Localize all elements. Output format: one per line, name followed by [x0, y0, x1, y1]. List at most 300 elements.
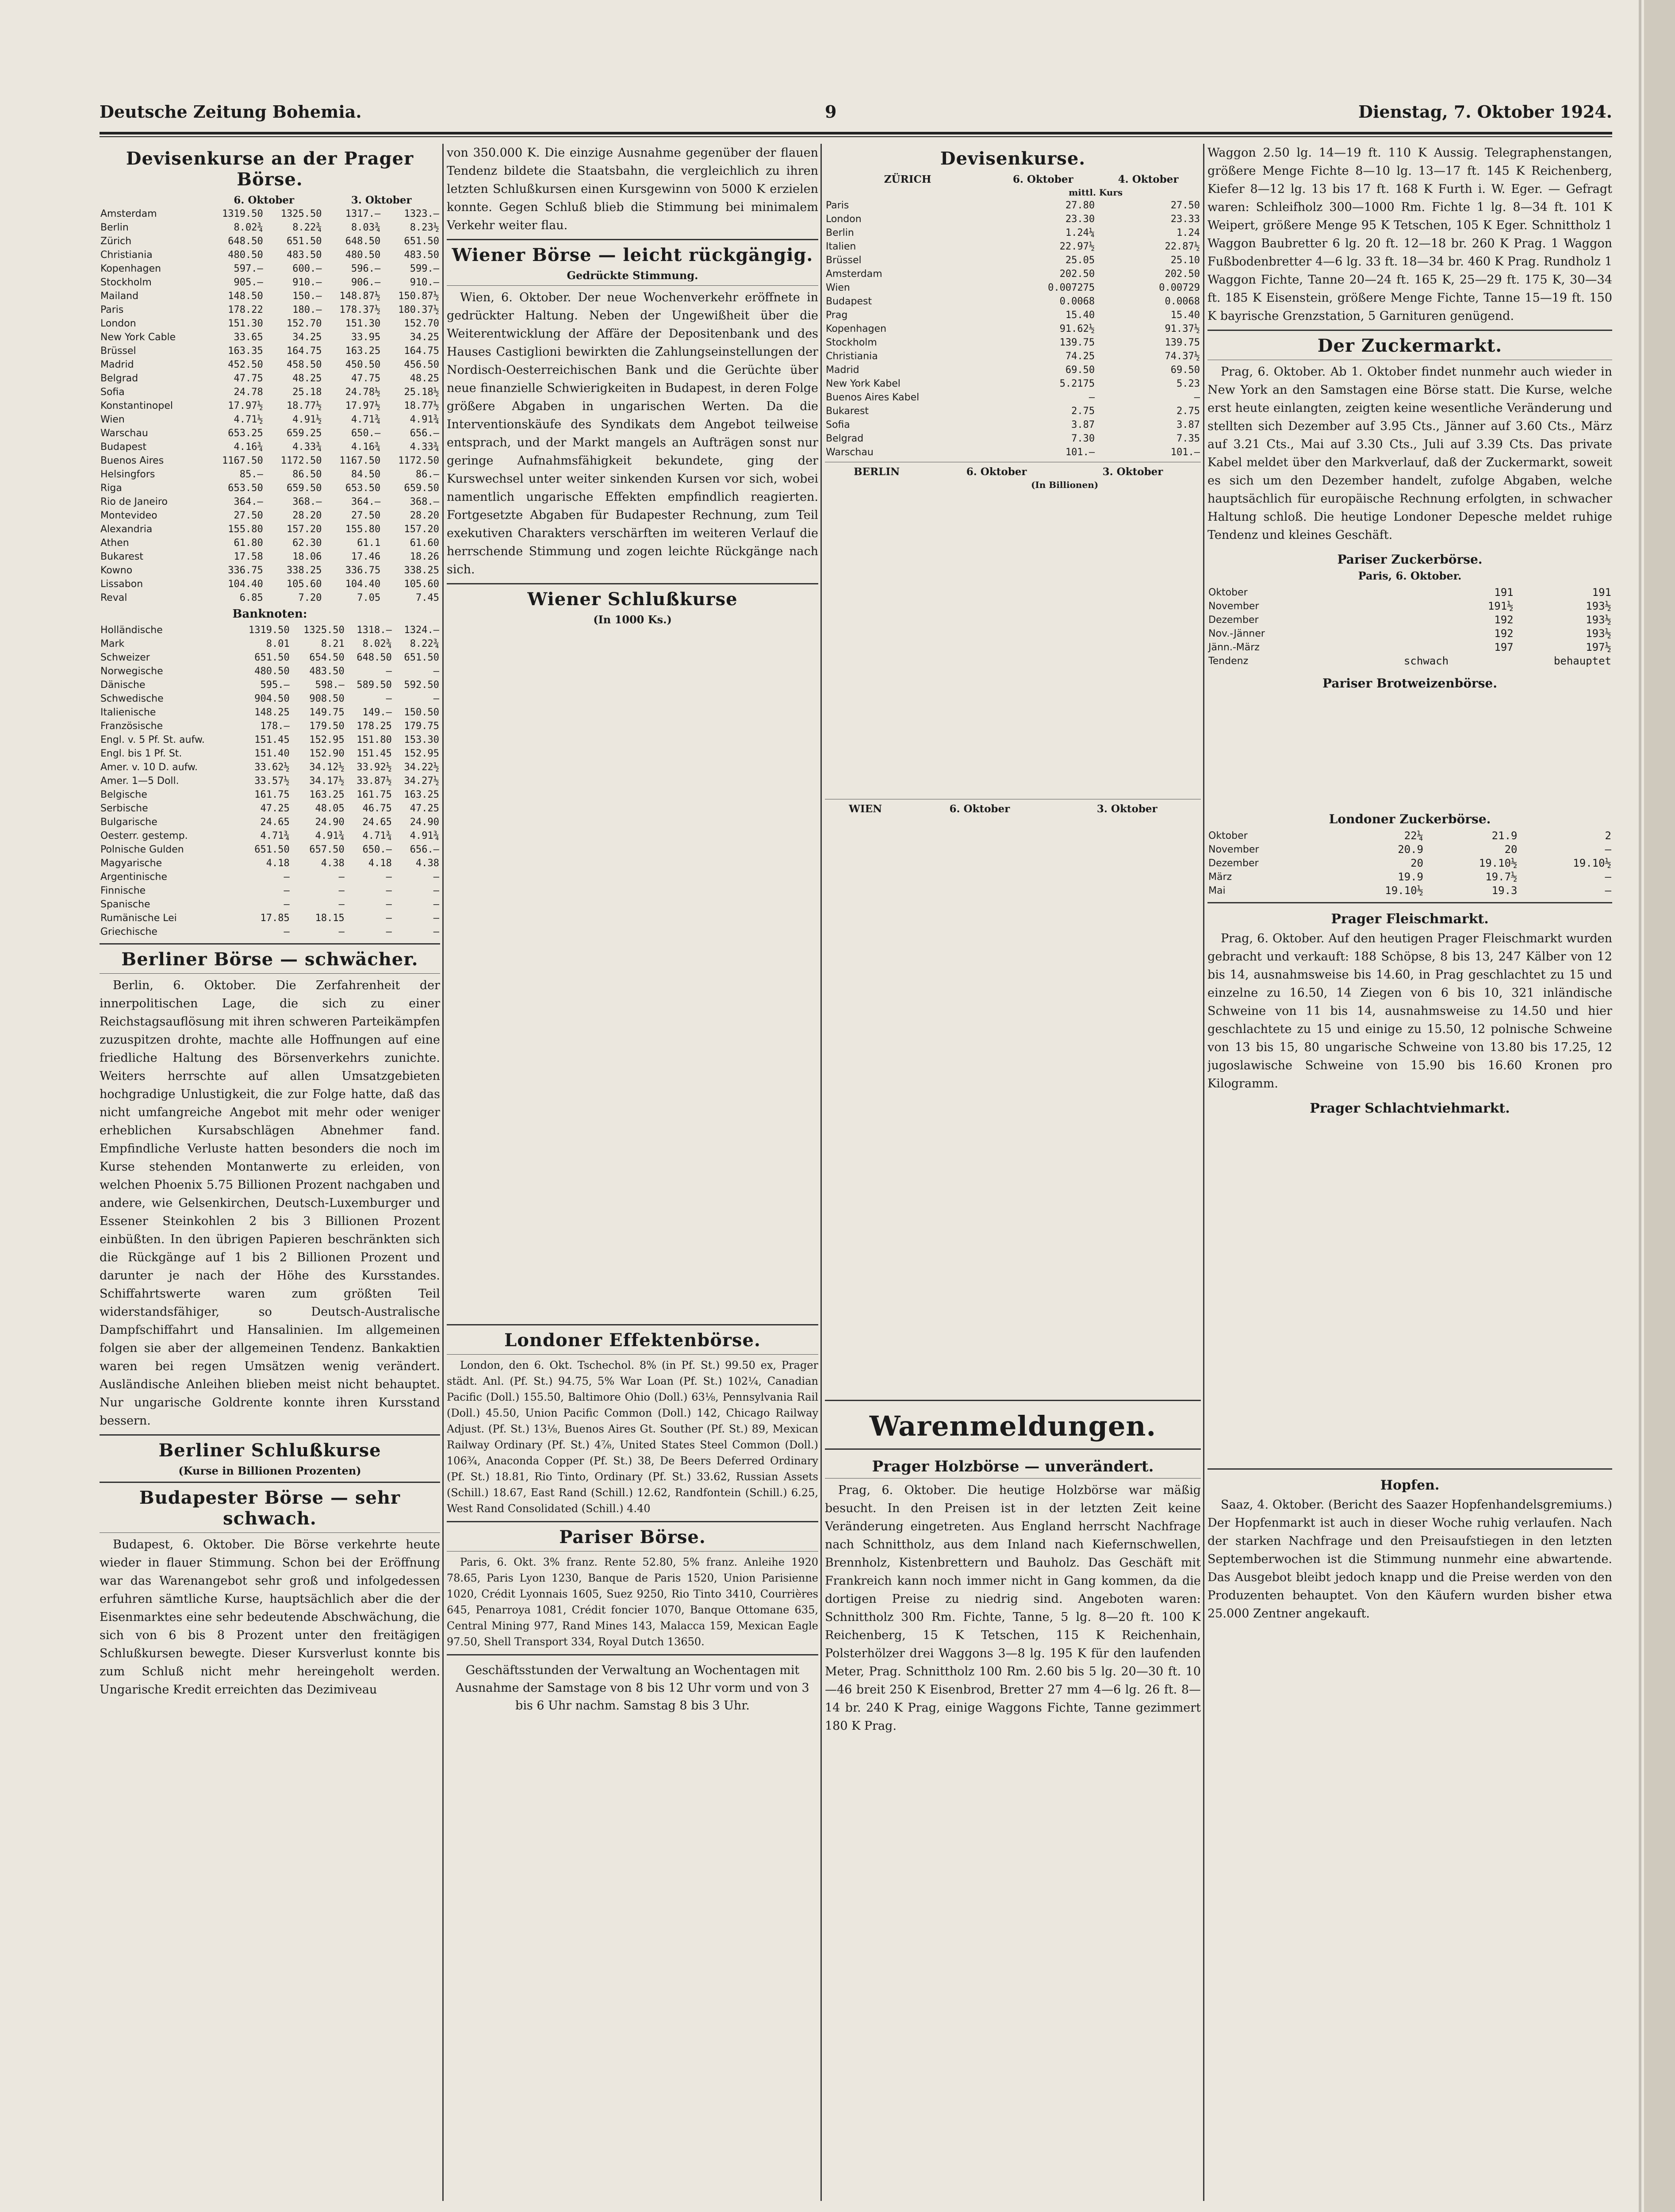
zuerich-row: [825, 199, 1201, 212]
row-value: —: [1605, 884, 1611, 897]
zuerich-row: [825, 295, 1201, 308]
row-value: 336.75: [228, 565, 263, 576]
row-label: Polnische Gulden: [100, 844, 184, 855]
row-value: 364.—: [234, 496, 263, 507]
row-value: 7.35: [1177, 433, 1200, 444]
row-label: Buenos Aires: [100, 455, 164, 466]
zuerich-table: [825, 173, 1201, 459]
section-rule: [100, 1532, 440, 1533]
column-divider: [442, 144, 444, 2201]
row-value: 17.58: [234, 551, 263, 562]
row-value: 905.—: [234, 277, 263, 288]
row-value: 179.75: [404, 721, 439, 732]
column-divider: [1203, 144, 1204, 2201]
banknoten-row: [100, 788, 440, 802]
paris-boerse-title: Pariser Börse.: [559, 1527, 706, 1548]
row-label: Bulgarische: [100, 817, 157, 828]
row-value: 153.30: [404, 734, 439, 745]
row-value: 7.20: [298, 592, 322, 603]
col-head-date: 6. Oktober: [949, 803, 1010, 815]
devisen-row: [100, 426, 440, 440]
fleischmarkt-text: Prag, 6. Oktober. Auf den heutigen Prager Fleischmarkt wurden gebracht und verkauft: 188 Schöpse, 8 bis 13, 247 Kälber von 12 bis 14, ausnahmsweise bis 14.60, in Prag geschlachtet zu 15 und einzelne zu 16.50, 14 Ziegen von 6 bis 10, 321 inländische Schweine von 11 bis 14, ausnahmsweise zu 14.50 und hier geschlachtete zu 15 und einige zu 15.50, 12 polnische Schweine von 13 bis 15, 80 ungarische Schweine von 13.80 bis 17.25, 12 jugoslawische Schweine von 15.90 bis 16.60 Kronen pro Kilogramm.: [1207, 932, 1612, 1091]
row-value: 4.91¾: [315, 830, 345, 841]
row-value: 4.71¾: [362, 830, 392, 841]
devisen-row: [100, 591, 440, 605]
row-label: Sofia: [100, 387, 125, 398]
row-label: Montevideo: [100, 510, 157, 521]
devisen-row: [100, 344, 440, 358]
row-label: März: [1208, 872, 1232, 883]
row-label: Reval: [100, 592, 127, 603]
zuerich-row: [825, 267, 1201, 281]
banknoten-row: [100, 925, 440, 939]
row-value: 7.45: [416, 592, 439, 603]
row-value: 338.25: [287, 565, 322, 576]
row-value: 161.75: [254, 789, 290, 800]
banknoten-row: [100, 664, 440, 678]
row-value: 910.—: [410, 277, 439, 288]
row-value: 91.37½: [1165, 323, 1200, 334]
row-value: 19.9: [1398, 871, 1423, 883]
row-value: —: [1194, 392, 1200, 403]
berlin-schlusskurse-title: Berliner Schlußkurse: [158, 1440, 381, 1461]
row-value: 483.50: [404, 250, 439, 261]
row-value: 8.03¾: [351, 222, 381, 233]
row-value: 139.75: [1165, 337, 1200, 348]
brotweizen-title: Pariser Brotweizenbörse.: [1322, 676, 1497, 691]
row-value: 651.50: [254, 652, 290, 663]
row-value: 1317.—: [345, 208, 381, 219]
row-value: 47.75: [351, 373, 381, 384]
row-value: 458.50: [287, 359, 322, 370]
row-label: Wien: [826, 282, 850, 293]
row-value: 22.97½: [1059, 241, 1095, 252]
row-value: 192: [1494, 627, 1514, 640]
row-value: 34.22½: [404, 762, 439, 773]
row-value: 27.50: [234, 510, 263, 521]
row-value: 84.50: [351, 469, 381, 480]
row-value: 155.80: [228, 524, 263, 535]
row-value: 91.62½: [1059, 323, 1095, 334]
row-value: 19.7½: [1485, 871, 1518, 883]
row-label: New York Cable: [100, 332, 176, 343]
row-label: Stockholm: [100, 277, 152, 288]
devisenkurse-title: Devisenkurse.: [940, 148, 1086, 169]
row-value: 48.25: [292, 373, 322, 384]
hopfen-text: Saaz, 4. Oktober. (Bericht des Saazer Hopfenhandelsgremiums.) Der Hopfenmarkt ist auch in dieser Woche ruhig verlaufen. Nach der starken Nachfrage und den Preisaufstiegen in den letzten Septemberwochen ist die Stimmung nunmehr eine abwartende. Das Ausgebot bleibt jedoch knapp und die Preise werden von den Produzenten behauptet. Von den Käufern wurden bisher etwa 25.000 Zentner angekauft.: [1207, 1498, 1612, 1621]
banknoten-row: [100, 815, 440, 829]
col-head-date: 6. Oktober: [1012, 173, 1073, 185]
row-label: Madrid: [100, 359, 134, 370]
row-value: 8.02¾: [362, 638, 392, 649]
section-rule: [825, 1448, 1201, 1450]
row-value: 149.75: [309, 707, 345, 718]
row-value: 653.50: [345, 483, 381, 494]
london-zucker-row: [1207, 843, 1612, 856]
section-rule: [100, 1482, 440, 1483]
row-value: 450.50: [345, 359, 381, 370]
row-value: —: [284, 885, 290, 896]
zuerich-row: [825, 322, 1201, 336]
row-value: 152.90: [309, 748, 345, 759]
row-value: 33.65: [234, 332, 263, 343]
row-value: 47.25: [410, 803, 439, 814]
pariser-zucker-rows: [1207, 586, 1612, 654]
section-rule: [100, 1434, 440, 1436]
row-value: —: [386, 926, 392, 937]
devisen-row: [100, 440, 440, 454]
row-value: 62.30: [292, 538, 322, 549]
wien-devisen-table: [825, 802, 1201, 816]
devisen-row: [100, 481, 440, 495]
row-value: 4.71¾: [260, 830, 290, 841]
row-value: 28.20: [292, 510, 322, 521]
row-value: 650.—: [362, 844, 392, 855]
row-value: 18.77½: [404, 400, 439, 411]
row-value: 18.15: [315, 913, 345, 924]
berlin-boerse-title: Berliner Börse — schwächer.: [121, 949, 418, 970]
row-value: 8.23½: [410, 222, 439, 233]
row-value: 150.—: [292, 291, 322, 302]
col-head-date: 3. Oktober: [351, 194, 412, 206]
row-value: 20: [1504, 843, 1518, 856]
row-value: 28.20: [410, 510, 439, 521]
row-value: 1319.50: [222, 208, 263, 219]
zuerich-row: [825, 377, 1201, 391]
pariser-zucker-row: [1207, 599, 1612, 613]
devisen-row: [100, 468, 440, 481]
row-value: 1167.50: [339, 455, 381, 466]
row-value: 74.37½: [1165, 351, 1200, 362]
row-value: —: [386, 872, 392, 883]
london-zucker-row: [1207, 829, 1612, 843]
tendenz-row: [1207, 654, 1612, 668]
row-value: 592.50: [404, 680, 439, 691]
row-value: 598.—: [315, 680, 345, 691]
row-value: 104.40: [228, 579, 263, 590]
row-label: Belgische: [100, 789, 147, 800]
row-value: —: [338, 899, 345, 910]
row-value: 456.50: [404, 359, 439, 370]
row-value: 22¼: [1404, 830, 1423, 842]
row-value: —: [338, 872, 345, 883]
row-value: 202.50: [1165, 269, 1200, 280]
row-label: Alexandria: [100, 524, 153, 535]
row-value: 163.25: [345, 346, 381, 357]
banknoten-row: [100, 733, 440, 747]
brotweizen-rows: [1207, 693, 1612, 804]
row-label: Kopenhagen: [100, 263, 161, 274]
devisen-row: [100, 577, 440, 591]
row-label: Mailand: [100, 291, 139, 302]
paris-boerse-text: Paris, 6. Okt. 3% franz. Rente 52.80, 5% franz. Anleihe 1920 78.65, Paris Lyon 1230, Banque de Paris 1520, Union Parisienne 1020, Crédit Lyonnais 1605, Suez 9250, Rio Tinto 3410, Courrières 645, Penarroya 1081, Crédit foncier 1070, Banque Ottomane 635, Central Mining 977, Rand Mines 143, Malacca 159, Mexican Eagle 97.50, Shell Transport 334, Royal Dutch 13650.: [447, 1556, 818, 1648]
row-value: 4.91½: [292, 414, 322, 425]
banknoten-row: [100, 651, 440, 664]
row-value: 483.50: [287, 250, 322, 261]
row-value: 61.1: [357, 538, 381, 549]
row-value: 368.—: [410, 496, 439, 507]
row-label: November: [1208, 844, 1259, 855]
pariser-zucker-table: [1207, 586, 1612, 654]
row-value: —: [1605, 871, 1611, 883]
row-label: Französische: [100, 721, 163, 732]
row-value: —: [433, 872, 439, 883]
row-value: 17.97½: [228, 400, 263, 411]
row-value: 24.90: [410, 817, 439, 828]
london-zucker-row: [1207, 870, 1612, 884]
banknoten-row: [100, 692, 440, 706]
row-value: 4.18: [266, 858, 290, 869]
page-number: 9: [825, 102, 837, 122]
row-value: 180.—: [292, 304, 322, 315]
devisen-row: [100, 495, 440, 509]
row-value: 480.50: [254, 666, 290, 677]
row-value: 193½: [1586, 627, 1611, 640]
row-value: 151.45: [254, 734, 290, 745]
row-value: 651.50: [404, 236, 439, 247]
row-value: 101.—: [1170, 447, 1200, 458]
row-value: 151.40: [254, 748, 290, 759]
zuerich-row: [825, 281, 1201, 295]
row-value: 69.50: [1170, 365, 1200, 376]
column-3: [825, 144, 1201, 2201]
budapest-boerse-title: Budapester Börse — sehr schwach.: [139, 1487, 401, 1529]
row-label: Schwedische: [100, 693, 164, 704]
london-zucker-row: [1207, 856, 1612, 870]
row-value: 46.75: [362, 803, 392, 814]
column-divider: [820, 144, 822, 2201]
row-value: 6.85: [239, 592, 263, 603]
row-value: 18.26: [410, 551, 439, 562]
row-value: —: [1089, 392, 1095, 403]
zuerich-head: ZÜRICH: [884, 173, 931, 185]
row-label: Nov.-Jänner: [1208, 628, 1265, 639]
row-value: 178.—: [260, 721, 290, 732]
row-value: 152.95: [309, 734, 345, 745]
row-value: 23.33: [1170, 214, 1200, 225]
row-label: Brüssel: [100, 346, 136, 357]
section-rule: [825, 1478, 1201, 1479]
row-value: 157.20: [404, 524, 439, 535]
header-rule: [100, 132, 1612, 134]
row-label: Helsingfors: [100, 469, 155, 480]
row-value: 8.01: [266, 638, 290, 649]
berlin-devisen-table: [825, 465, 1201, 491]
row-label: Lissabon: [100, 579, 143, 590]
row-label: Bukarest: [100, 551, 144, 562]
row-value: 648.50: [228, 236, 263, 247]
row-value: 27.50: [1170, 200, 1200, 211]
row-label: Kowno: [100, 565, 133, 576]
row-value: 17.85: [260, 913, 290, 924]
row-value: 149.—: [362, 707, 392, 718]
row-value: 20: [1411, 857, 1423, 869]
row-value: 4.38: [416, 858, 439, 869]
row-value: 34.12½: [309, 762, 345, 773]
zuerich-row: [825, 253, 1201, 267]
section-rule: [447, 239, 818, 240]
row-value: —: [1605, 843, 1611, 856]
row-value: 656.—: [410, 844, 439, 855]
row-value: —: [284, 926, 290, 937]
row-value: 25.18: [292, 387, 322, 398]
row-label: Konstantinopel: [100, 400, 173, 411]
row-value: 180.37½: [398, 304, 439, 315]
row-label: Oktober: [1208, 830, 1248, 841]
row-value: 656.—: [410, 428, 439, 439]
row-value: 47.25: [260, 803, 290, 814]
banknoten-row: [100, 637, 440, 651]
row-value: 192: [1494, 614, 1514, 626]
row-value: 15.40: [1065, 310, 1095, 321]
zuerich-row: [825, 336, 1201, 349]
row-value: 151.45: [356, 748, 392, 759]
row-label: Sofia: [826, 419, 850, 430]
row-value: 4.91¾: [410, 830, 439, 841]
devisen-row: [100, 303, 440, 317]
row-value: 4.18: [368, 858, 392, 869]
row-value: 151.30: [345, 318, 381, 329]
row-value: 161.75: [356, 789, 392, 800]
banknoten-row: [100, 856, 440, 870]
row-value: 48.05: [315, 803, 345, 814]
devisen-row: [100, 221, 440, 234]
zuerich-row: [825, 308, 1201, 322]
wien-boerse-title: Wiener Börse — leicht rückgängig.: [452, 245, 813, 265]
row-value: 193½: [1586, 600, 1611, 612]
row-value: 659.25: [287, 428, 322, 439]
zuerich-row: [825, 363, 1201, 377]
wien-devisen-rows: [825, 816, 1201, 1395]
wien-schlusskurse-sub: (In 1000 Ks.): [593, 613, 672, 626]
banknoten-row: [100, 911, 440, 925]
row-value: —: [433, 885, 439, 896]
row-label: Amsterdam: [826, 269, 882, 280]
row-value: 651.50: [404, 652, 439, 663]
row-value: 33.95: [351, 332, 381, 343]
row-value: 191: [1592, 586, 1611, 599]
wien-schlusskurse-table: [447, 630, 818, 1320]
row-value: 191½: [1487, 600, 1514, 612]
london-effekten-text: London, den 6. Okt. Tschechol. 8% (in Pf. St.) 99.50 ex, Prager städt. Anl. (Pf. St.) 94.75, 5% War Loan (Pf. St.) 102¼, Canadian Pacific (Doll.) 155.50, Baltimore Ohio (Doll.) 63⅛, Pennsylvania Rail (Doll.) 45.50, Union Pacific Common (Doll.) 142, Chicago Railway Adjust. (Pf. St.) 13⅛, Buenos Aires Gt. Souther (Pf. St.) 89, Mexican Railway Ordinary (Pf. St.) 4⅞, United States Steel Common (Doll.) 106¾, Anaconda Copper (Pf. St.) 38, De Beers Deferred Ordinary (Pf. St.) 18.81, Rio Tinto, Ordinary (Pf. St.) 33.62, Russian Assets (Schill.) 18.67, East Rand (Schill.) 12.62, Randfontein (Schill.) 6.25, West Rand Consolidated (Schill.) 4.40: [447, 1359, 818, 1515]
row-value: 164.75: [287, 346, 322, 357]
row-value: —: [386, 913, 392, 924]
row-value: 163.25: [309, 789, 345, 800]
devisen-row: [100, 330, 440, 344]
row-value: 197½: [1586, 641, 1611, 653]
row-value: 589.50: [356, 680, 392, 691]
banknoten-row: [100, 870, 440, 884]
row-value: 48.25: [410, 373, 439, 384]
budapest-continued-text: von 350.000 K. Die einzige Ausnahme gegenüber der flauen Tendenz bildete die Staatsbahn, die vergleichlich zu ihren letzten Schlußkursen einen Kursgewinn von 5000 K erzielen konnte. Gegen Schluß blieb die Stimmung bei minimalem Verkehr weiter flau.: [447, 146, 818, 232]
devisen-row: [100, 372, 440, 385]
berlin-devisen-rows: [825, 491, 1201, 796]
fleischmarkt-title: Prager Fleischmarkt.: [1331, 911, 1489, 927]
pariser-zucker-row: [1207, 586, 1612, 599]
zuckermarkt-text: Prag, 6. Oktober. Ab 1. Oktober findet nunmehr auch wieder in New York an den Samstagen eine Börse statt. Die Kurse, welche erst heute einlangten, zeigten keine wesentliche Veränderung und stellten sich Dezember auf 3.95 Cts., Jänner auf 3.60 Cts., März auf 3.21 Cts., Mai auf 3.30 Cts., Juli auf 3.39 Cts. Das private Kabel meldet über den Markverlauf, daß der Zuckermarkt, soweit es sich um den Dezember handelt, zufolge Abgaben, welche hauptsächlich für europäische Rechnung erfolgten, in schwacher Haltung schloß. Die heutige Londoner Depesche meldet ruhige Tendenz und kleines Geschäft.: [1207, 365, 1612, 542]
row-value: 1318.—: [356, 625, 392, 636]
warenmeldungen-title: Warenmeldungen.: [869, 1410, 1157, 1442]
row-value: 23.30: [1065, 214, 1095, 225]
row-value: 906.—: [351, 277, 381, 288]
devisen-row: [100, 385, 440, 399]
masthead-title: Deutsche Zeitung Bohemia.: [100, 102, 362, 122]
wien-boerse-sub: Gedrückte Stimmung.: [567, 269, 698, 282]
row-label: Athen: [100, 538, 129, 549]
row-value: 148.50: [228, 291, 263, 302]
row-label: Paris: [100, 304, 124, 315]
banknoten-row: [100, 829, 440, 843]
row-value: 1172.50: [280, 455, 322, 466]
row-label: Griechische: [100, 926, 157, 937]
row-value: 19.10½: [1385, 884, 1423, 897]
banknoten-row: [100, 884, 440, 898]
row-value: 452.50: [228, 359, 263, 370]
banknoten-row: [100, 678, 440, 692]
section-rule: [100, 943, 440, 945]
devisen-row: [100, 413, 440, 426]
row-value: 47.75: [234, 373, 263, 384]
row-label: Holländische: [100, 625, 163, 636]
devisen-rows: [100, 207, 440, 605]
section-rule: [447, 285, 818, 286]
row-value: —: [433, 693, 439, 704]
row-value: 150.50: [404, 707, 439, 718]
section-rule: [447, 1521, 818, 1522]
row-label: Brüssel: [826, 255, 862, 266]
row-label: Norwegische: [100, 666, 163, 677]
row-value: 151.80: [356, 734, 392, 745]
row-value: 163.25: [404, 789, 439, 800]
header-rule-thin: [100, 136, 1612, 137]
row-value: 4.33¾: [410, 442, 439, 453]
row-value: 648.50: [356, 652, 392, 663]
row-value: —: [386, 899, 392, 910]
issue-date: Dienstag, 7. Oktober 1924.: [1358, 102, 1612, 122]
row-value: 152.95: [404, 748, 439, 759]
row-label: Dezember: [1208, 614, 1259, 626]
row-value: 653.25: [228, 428, 263, 439]
row-value: 657.50: [309, 844, 345, 855]
row-value: 3.87: [1071, 419, 1095, 430]
row-value: 0.00729: [1159, 282, 1200, 293]
row-value: 4.91¾: [410, 414, 439, 425]
row-value: 0.0068: [1059, 296, 1095, 307]
london-zucker-title: Londoner Zuckerbörse.: [1329, 812, 1491, 826]
row-value: 597.—: [234, 263, 263, 274]
banknoten-row: [100, 760, 440, 774]
row-value: 152.70: [404, 318, 439, 329]
page-header: [100, 102, 1612, 128]
row-value: 653.50: [228, 483, 263, 494]
pariser-zucker-row: [1207, 613, 1612, 627]
row-label: Argentinische: [100, 872, 167, 883]
section-rule: [100, 973, 440, 974]
row-value: 24.78½: [345, 387, 381, 398]
london-zucker-rows: [1207, 829, 1612, 898]
column-4: [1207, 144, 1612, 2201]
row-label: Wien: [100, 414, 125, 425]
row-value: 21.9: [1491, 830, 1518, 842]
row-value: 1172.50: [398, 455, 439, 466]
row-value: 480.50: [228, 250, 263, 261]
row-value: 27.80: [1065, 200, 1095, 211]
row-value: 34.27½: [404, 776, 439, 787]
row-value: —: [386, 666, 392, 677]
row-label: Budapest: [100, 442, 147, 453]
zuerich-row: [825, 445, 1201, 459]
banknoten-row: [100, 623, 440, 637]
